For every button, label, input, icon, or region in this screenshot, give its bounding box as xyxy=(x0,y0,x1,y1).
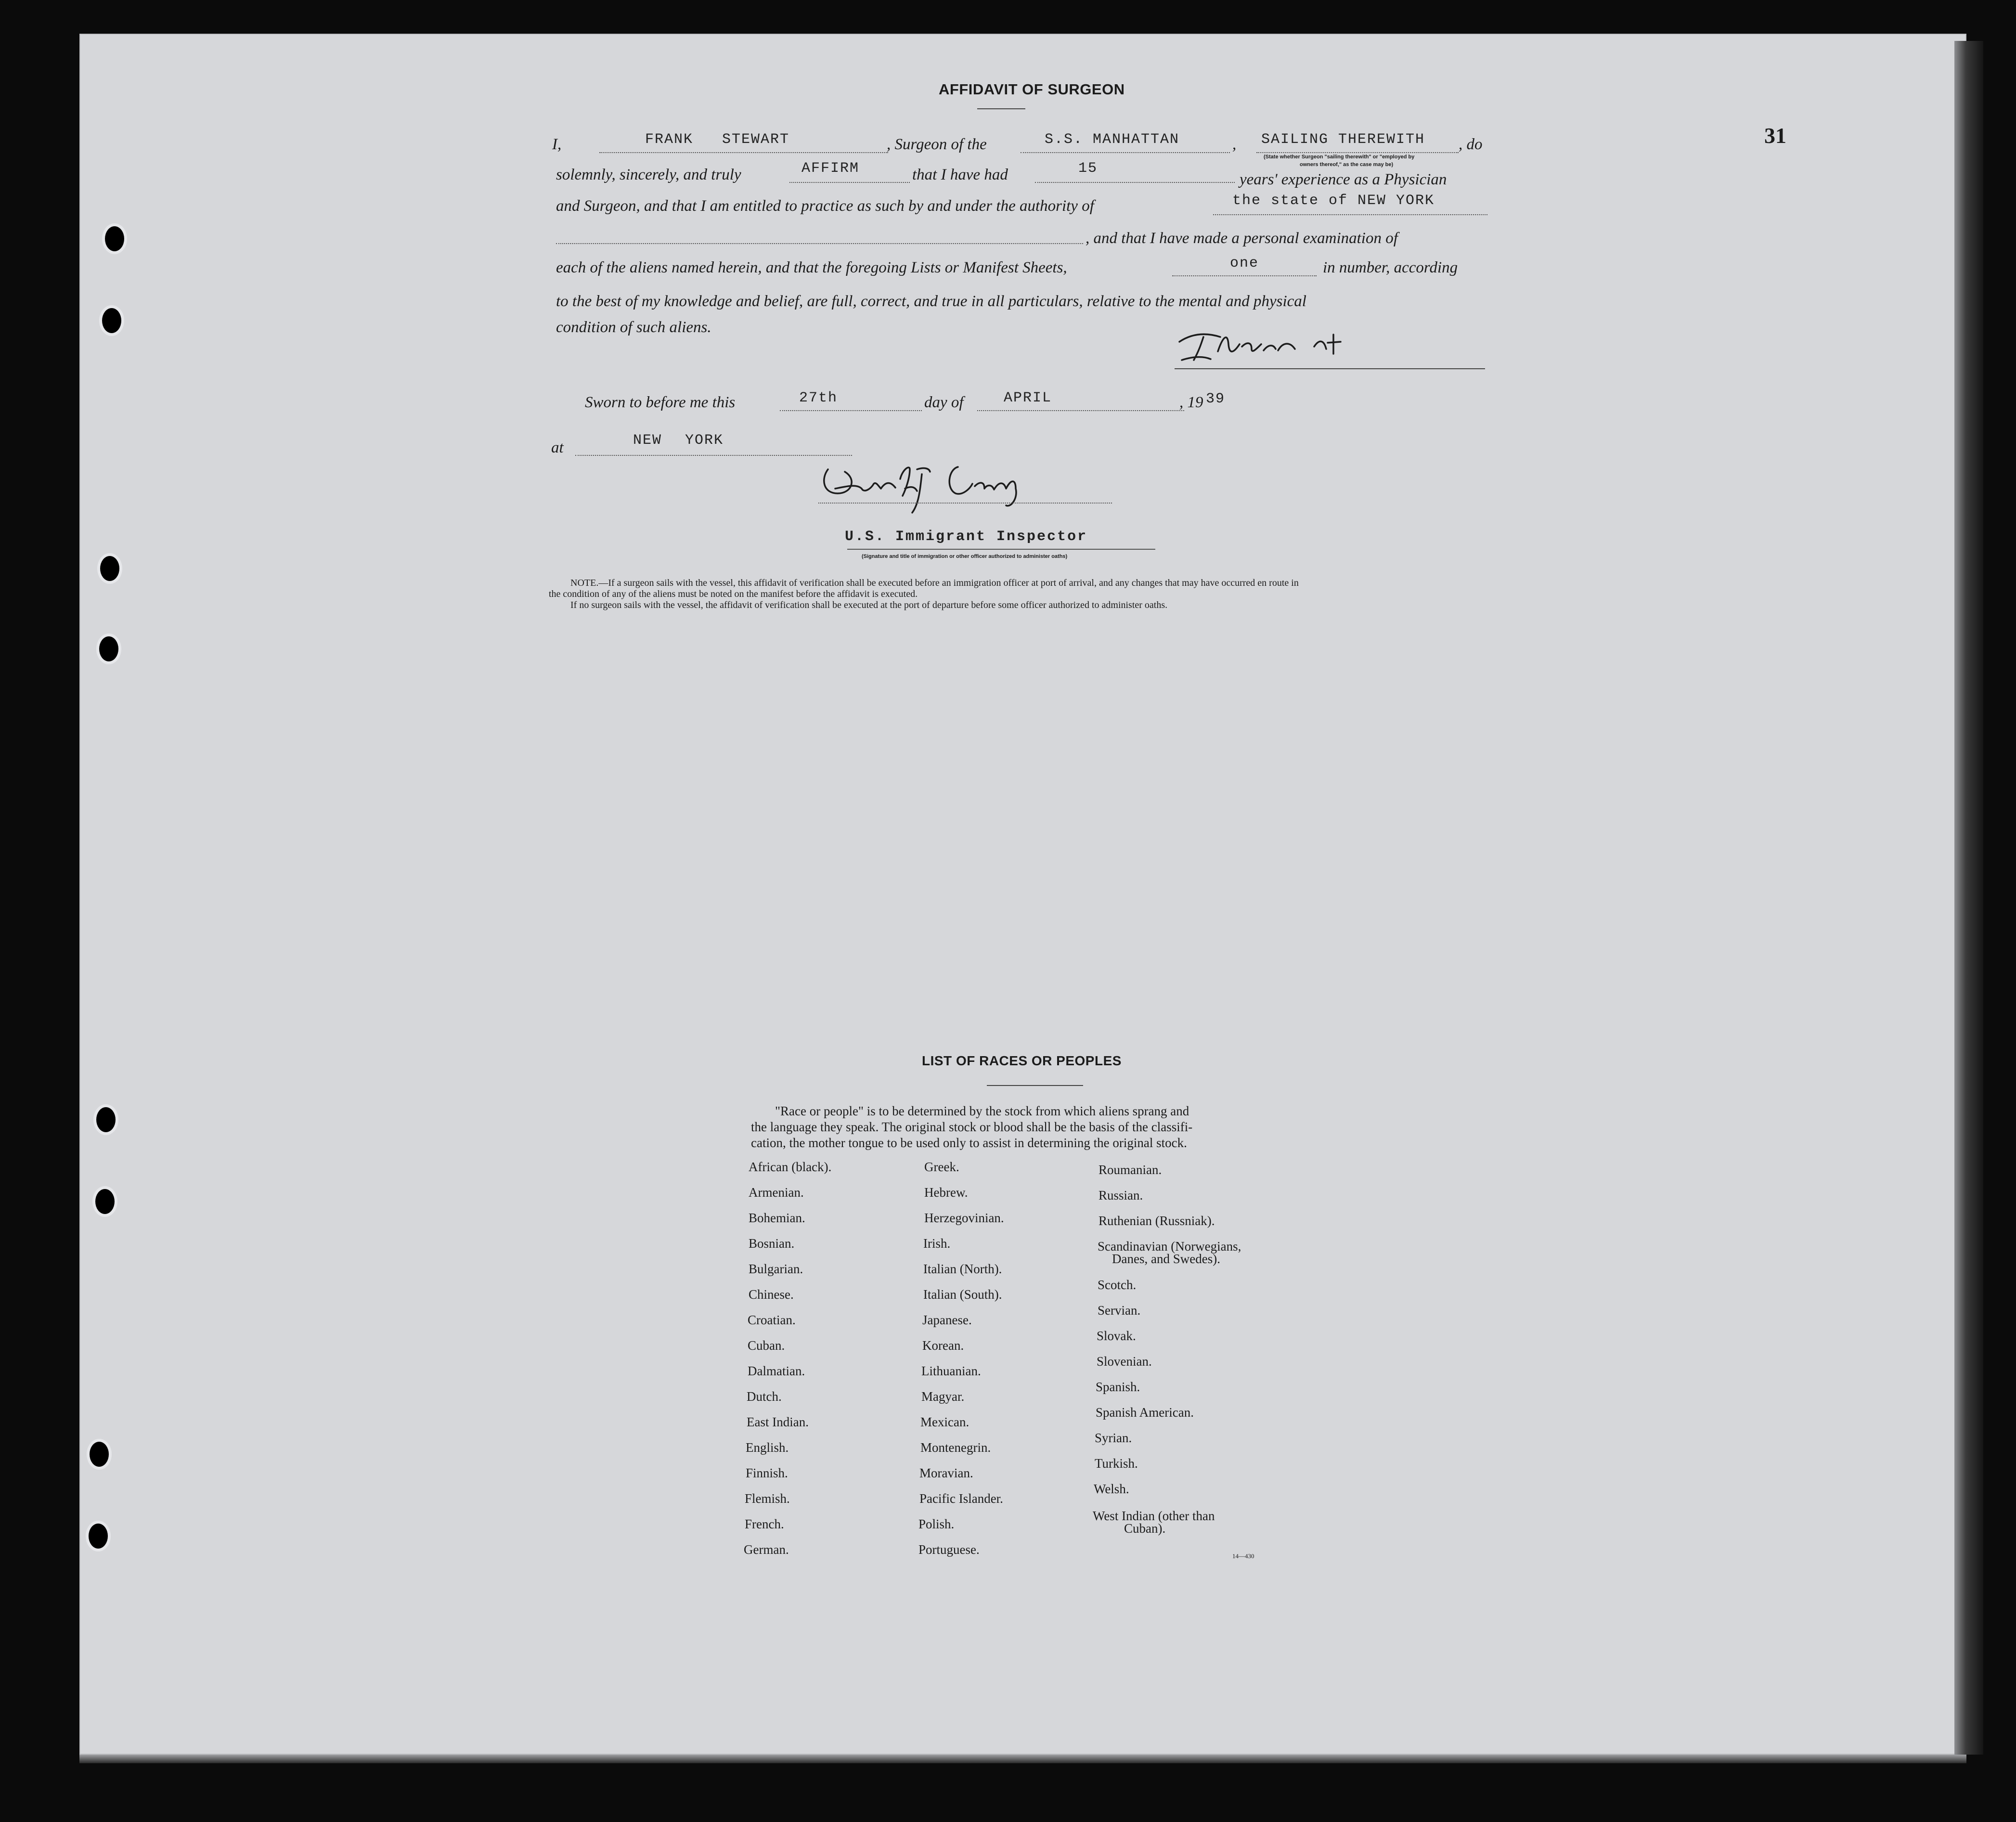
race-item: French. xyxy=(745,1517,784,1531)
oath-line xyxy=(789,182,910,183)
race-item: Spanish. xyxy=(1096,1380,1140,1394)
ship-name: S.S. MANHATTAN xyxy=(1045,131,1180,148)
authority-value: the state of NEW YORK xyxy=(1232,193,1435,209)
sailing-status: SAILING THEREWITH xyxy=(1261,131,1425,148)
binder-hole xyxy=(99,636,118,661)
binder-hole xyxy=(96,1107,116,1132)
page-number: 31 xyxy=(1764,123,1786,148)
inspector-signature xyxy=(818,460,1054,515)
sworn-place: NEW YORK xyxy=(633,432,724,449)
at-label: at xyxy=(551,439,564,456)
sheet-count-line xyxy=(1172,275,1317,276)
binder-hole xyxy=(90,1442,109,1467)
race-item: Portuguese. xyxy=(918,1542,980,1557)
binder-hole xyxy=(95,1189,115,1214)
race-item: Roumanian. xyxy=(1098,1163,1162,1177)
race-item: Russian. xyxy=(1098,1188,1143,1202)
race-item: Bosnian. xyxy=(749,1236,795,1251)
comma: , xyxy=(1232,136,1237,153)
ship-line xyxy=(1021,152,1230,153)
years-count: 15 xyxy=(1078,160,1098,177)
surgeon-of-label: , Surgeon of the xyxy=(887,136,987,153)
race-item: English. xyxy=(746,1440,789,1455)
sheet-count: one xyxy=(1230,255,1259,271)
race-item: Herzegovinian. xyxy=(924,1211,1004,1225)
races-intro-1: "Race or people" is to be determined by the stock from which aliens sprang and xyxy=(775,1104,1189,1118)
years-line xyxy=(1035,182,1235,183)
month-line xyxy=(977,410,1184,411)
solemnly-label: solemnly, sincerely, and truly xyxy=(556,166,741,183)
race-item: Armenian. xyxy=(749,1185,804,1200)
form-number: 14—430 xyxy=(1232,1552,1254,1560)
race-item: Scotch. xyxy=(1098,1278,1137,1292)
surgeon-name-line xyxy=(599,152,888,153)
inspector-title-line xyxy=(847,549,1155,550)
year-prefix: , 19 xyxy=(1179,394,1203,411)
binder-hole xyxy=(89,1524,108,1549)
belief-label: to the best of my knowledge and belief, are full, correct, and true in all particulars, relative to the mental and physical xyxy=(556,293,1306,310)
condition-label: condition of such aliens. xyxy=(556,319,711,336)
authority-line xyxy=(1213,214,1487,215)
race-item: Dalmatian. xyxy=(748,1364,805,1378)
race-item: West Indian (other than xyxy=(1093,1509,1215,1523)
sworn-label: Sworn to before me this xyxy=(585,394,736,411)
race-item: Greek. xyxy=(924,1160,959,1174)
inspector-title: U.S. Immigrant Inspector xyxy=(845,529,1088,545)
race-item: Flemish. xyxy=(745,1491,790,1506)
race-item: Servian. xyxy=(1098,1303,1141,1318)
inspector-signature-line xyxy=(818,503,1112,504)
races-title-rule xyxy=(987,1085,1083,1086)
race-item: Slovenian. xyxy=(1097,1354,1152,1369)
race-item: Irish. xyxy=(923,1236,951,1251)
binder-hole xyxy=(102,308,121,333)
note-line-3: If no surgeon sails with the vessel, the affidavit of verification shall be executed at the port of departure before some officer authorized to administer oaths. xyxy=(570,600,1168,610)
races-intro-2: the language they speak. The original stock or blood shall be the basis of the classifi- xyxy=(751,1120,1193,1134)
race-item: Spanish American. xyxy=(1096,1405,1194,1420)
race-item: Hebrew. xyxy=(924,1185,968,1200)
race-item: East Indian. xyxy=(747,1415,809,1429)
page-bottom-edge xyxy=(79,1755,1966,1763)
do-label: , do xyxy=(1459,136,1483,153)
years-experience-label: years' experience as a Physician xyxy=(1240,171,1447,188)
race-item: Syrian. xyxy=(1095,1431,1132,1445)
race-item: Lithuanian. xyxy=(921,1364,981,1378)
have-had-label: that I have had xyxy=(912,166,1008,183)
surgeon-signature-line xyxy=(1175,368,1485,369)
race-item: Welsh. xyxy=(1094,1482,1129,1496)
race-item: Pacific Islander. xyxy=(919,1491,1003,1506)
race-item: Chinese. xyxy=(749,1287,794,1302)
race-item: Moravian. xyxy=(919,1466,973,1480)
race-item: Slovak. xyxy=(1097,1329,1136,1343)
sworn-day: 27th xyxy=(799,390,838,406)
note-line-2: the condition of any of the aliens must be noted on the manifest before the affidavit is executed. xyxy=(549,589,918,599)
binder-hole xyxy=(105,226,124,251)
race-item: Japanese. xyxy=(922,1313,972,1327)
race-item-continued: Danes, and Swedes). xyxy=(1112,1252,1220,1266)
race-item: Cuban. xyxy=(748,1338,785,1353)
race-item: Ruthenian (Russniak). xyxy=(1098,1214,1215,1228)
binder-hole xyxy=(100,556,119,581)
race-item: Bohemian. xyxy=(749,1211,805,1225)
race-item: African (black). xyxy=(749,1160,832,1174)
race-item: Turkish. xyxy=(1095,1456,1138,1471)
note-line-1: NOTE.—If a surgeon sails with the vessel, this affidavit of verification shall be executed before an immigration officer at port of arrival, and any changes that may have occurred en route in xyxy=(570,578,1299,588)
race-item: German. xyxy=(744,1542,789,1557)
race-item: Korean. xyxy=(922,1338,964,1353)
authority-label: and Surgeon, and that I am entitled to practice as such by and under the authority of xyxy=(556,197,1094,215)
races-intro-3: cation, the mother tongue to be used only to assist in determining the original stock. xyxy=(751,1136,1187,1150)
inspector-caption: (Signature and title of immigration or other officer authorized to administer oaths) xyxy=(862,554,1068,559)
surgeon-name: FRANK STEWART xyxy=(645,131,790,148)
sailing-note-2: owners thereof," as the case may be) xyxy=(1300,162,1394,168)
race-item: Bulgarian. xyxy=(749,1262,803,1276)
race-item: Magyar. xyxy=(921,1389,965,1404)
personal-exam-label: , and that I have made a personal examination of xyxy=(1086,230,1398,247)
races-title: LIST OF RACES OR PEOPLES xyxy=(922,1053,1122,1068)
document-page xyxy=(79,34,1966,1755)
blank-authority-line xyxy=(556,243,1083,244)
race-item-continued: Cuban). xyxy=(1124,1521,1166,1536)
year-suffix: 39 xyxy=(1206,391,1226,407)
place-line xyxy=(575,455,852,456)
day-line xyxy=(780,410,922,411)
race-item: Montenegrin. xyxy=(920,1440,991,1455)
sworn-month: APRIL xyxy=(1004,390,1052,406)
race-item: Finnish. xyxy=(746,1466,788,1480)
sailing-line xyxy=(1256,152,1459,153)
oath-word: AFFIRM xyxy=(801,160,860,177)
i-label: I, xyxy=(552,136,562,153)
race-item: Croatian. xyxy=(748,1313,796,1327)
surgeon-signature xyxy=(1175,323,1357,366)
page-edge-shadow xyxy=(1954,41,1983,1755)
aliens-label: each of the aliens named herein, and that the foregoing Lists or Manifest Sheets, xyxy=(556,259,1067,276)
title-rule xyxy=(977,108,1025,109)
race-item: Scandinavian (Norwegians, xyxy=(1098,1239,1241,1253)
race-item: Mexican. xyxy=(920,1415,969,1429)
race-item: Italian (North). xyxy=(923,1262,1002,1276)
race-item: Italian (South). xyxy=(923,1287,1002,1302)
sailing-note-1: (State whether Surgeon "sailing therewith" or "employed by xyxy=(1264,154,1415,160)
race-item: Dutch. xyxy=(747,1389,782,1404)
day-of-label: day of xyxy=(924,394,964,411)
race-item: Polish. xyxy=(918,1517,955,1531)
affidavit-title: AFFIDAVIT OF SURGEON xyxy=(939,81,1125,98)
in-number-label: in number, according xyxy=(1323,259,1458,276)
